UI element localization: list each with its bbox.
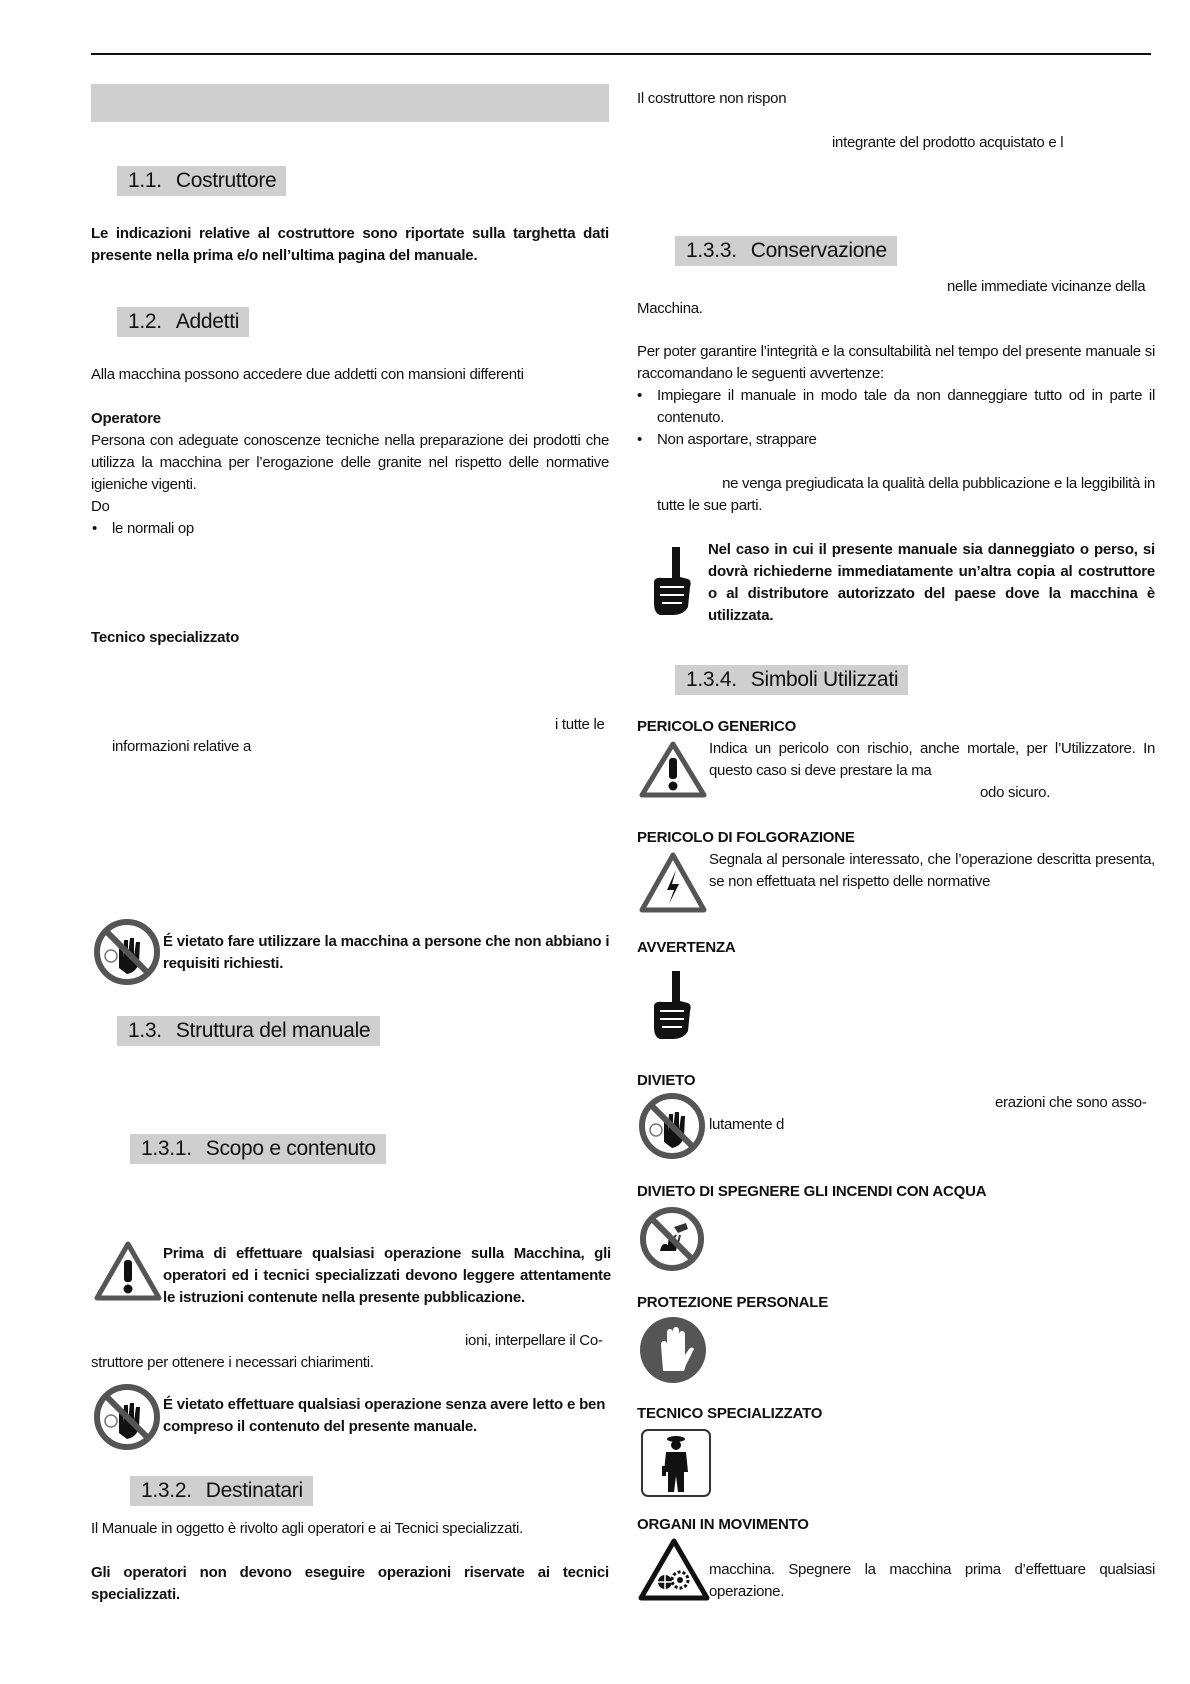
heading-1-3-2: 1.3.2. Destinatari [130,1476,313,1506]
divieto-fragment-1: erazioni che sono asso- [995,1094,1147,1111]
costruttore-paragraph: Le indicazioni relative al costruttore sono riportate sulla targhetta dati presente nella prima e/o nell’ultima pagina del manuale. [91,225,609,264]
moving-parts-icon [638,1538,710,1602]
symbol-label-protezione: PROTEZIONE PERSONALE [637,1294,829,1311]
pointing-hand-icon [650,969,694,1041]
tutte-fragment: i tutte le [555,716,605,733]
heading-1-3-1: 1.3.1. Scopo e contenuto [130,1134,386,1164]
warning-triangle-icon [93,1240,163,1302]
symbol-label-divieto: DIVIETO [637,1072,696,1089]
operatore-paragraph: Persona con adeguate conoscenze tecniche nella preparazione dei prodotti che utilizza la macchina per l’erogazione delle granite nel rispetto delle normative igieniche vigenti. [91,432,609,493]
operatore-label: Operatore [91,410,161,427]
symbol-label-avvertenza: AVVERTENZA [637,939,736,956]
protective-gloves-icon [638,1315,708,1385]
warning-vietato-persone: É vietato fare utilizzare la macchina a persone che non abbiano i requisiti richiesti. [163,933,610,972]
prohibition-hand-icon [93,1383,161,1451]
tutte-parti-fragment: tutte le sue parti. [657,497,763,514]
symbol-label-organi: ORGANI IN MOVIMENTO [637,1516,809,1533]
electric-shock-icon [638,852,708,914]
do-fragment: Do [91,498,110,515]
warning-prima: Prima di effettuare qualsiasi operazione sulla Macchina, gli operatori ed i tecnici specializzati devono leggere attentamente le istruzioni contenute nella presente pubblicazione. [163,1245,611,1306]
heading-1-3-4: 1.3.4. Simboli Utilizzati [675,665,908,695]
per-poter-paragraph: Per poter garantire l’integrità e la consultabilità nel tempo del presente manuale si raccomandano le seguenti avvertenze: [637,343,1155,382]
pregiudicata-fragment: ne venga pregiudicata la qualità della pubblicazione e la leggibilità in [722,475,1155,492]
informazioni-fragment: informazioni relative a [112,738,251,755]
heading-1-3: 1.3. Struttura del manuale [117,1016,380,1046]
symbol-label-pericolo-generico: PERICOLO GENERICO [637,718,797,735]
ioni-fragment: ioni, interpellare il Co- [465,1332,603,1349]
prohibition-hand-icon [638,1092,706,1160]
heading-1-3-3: 1.3.3. Conservazione [675,236,897,266]
divieto-fragment-2: lutamente d [709,1116,785,1133]
pointing-hand-icon [650,545,694,617]
costruttore-fragment: Il costruttore non rispon [637,90,787,107]
symbol-label-folgorazione: PERICOLO DI FOLGORAZIONE [637,829,855,846]
addetti-paragraph: Alla macchina possono accedere due addetti con mansioni differenti [91,366,524,383]
symbol-text-organi: macchina. Spegnere la macchina prima d’effettuare qualsiasi operazione. [709,1561,1155,1600]
warning-triangle-icon [638,741,708,799]
symbol-text-pericolo-generico: Indica un pericolo con rischio, anche mortale, per l’Utilizzatore. In questo caso si deve prestare la ma [709,740,1155,779]
symbol-label-tecnico: TECNICO SPECIALIZZATO [637,1405,823,1422]
heading-1-1: 1.1. Costruttore [117,166,286,196]
symbol-text-folgorazione: Segnala al personale interessato, che l’operazione descritta presenta, se non effettuata nel rispetto delle normative [709,851,1155,890]
macchina-fragment: Macchina. [637,300,703,317]
technician-icon [640,1428,712,1498]
heading-1-2: 1.2. Addetti [117,307,249,337]
manuale-rivolto-paragraph: Il Manuale in oggetto è rivolto agli operatori e ai Tecnici specializzati. [91,1520,523,1537]
bullet-impiegare: • Impiegare il manuale in modo tale da non danneggiare tutto od in parte il contenuto. [657,385,1155,429]
section-title-bar [91,84,609,122]
prohibition-hand-icon [93,918,161,986]
operatori-non-paragraph: Gli operatori non devono eseguire operazioni riservate ai tecnici specializzati. [91,1564,609,1603]
no-water-extinguish-icon [638,1205,706,1273]
struttore-fragment: struttore per ottenere i necessari chiarimenti. [91,1354,374,1371]
bullet-normali: • le normali op [112,518,194,540]
integrante-fragment: integrante del prodotto acquistato e l [832,134,1064,151]
warning-vietato-operazione: É vietato effettuare qualsiasi operazione senza avere letto e ben compreso il contenuto del presente manuale. [163,1396,606,1435]
bullet-non-asportare: • Non asportare, strappare [657,429,817,451]
symbol-label-acqua: DIVIETO DI SPEGNERE GLI INCENDI CON ACQUA [637,1183,987,1200]
warning-danneggiato: Nel caso in cui il presente manuale sia danneggiato o perso, si dovrà richiederne immediatamente un’altra copia al costruttore o al distributore autorizzato del paese dove la macchina è utilizzata. [708,541,1155,624]
sicuro-fragment: odo sicuro. [980,784,1051,801]
top-rule [91,53,1151,55]
vicinanze-fragment: nelle immediate vicinanze della [947,278,1146,295]
tecnico-label: Tecnico specializzato [91,629,240,646]
